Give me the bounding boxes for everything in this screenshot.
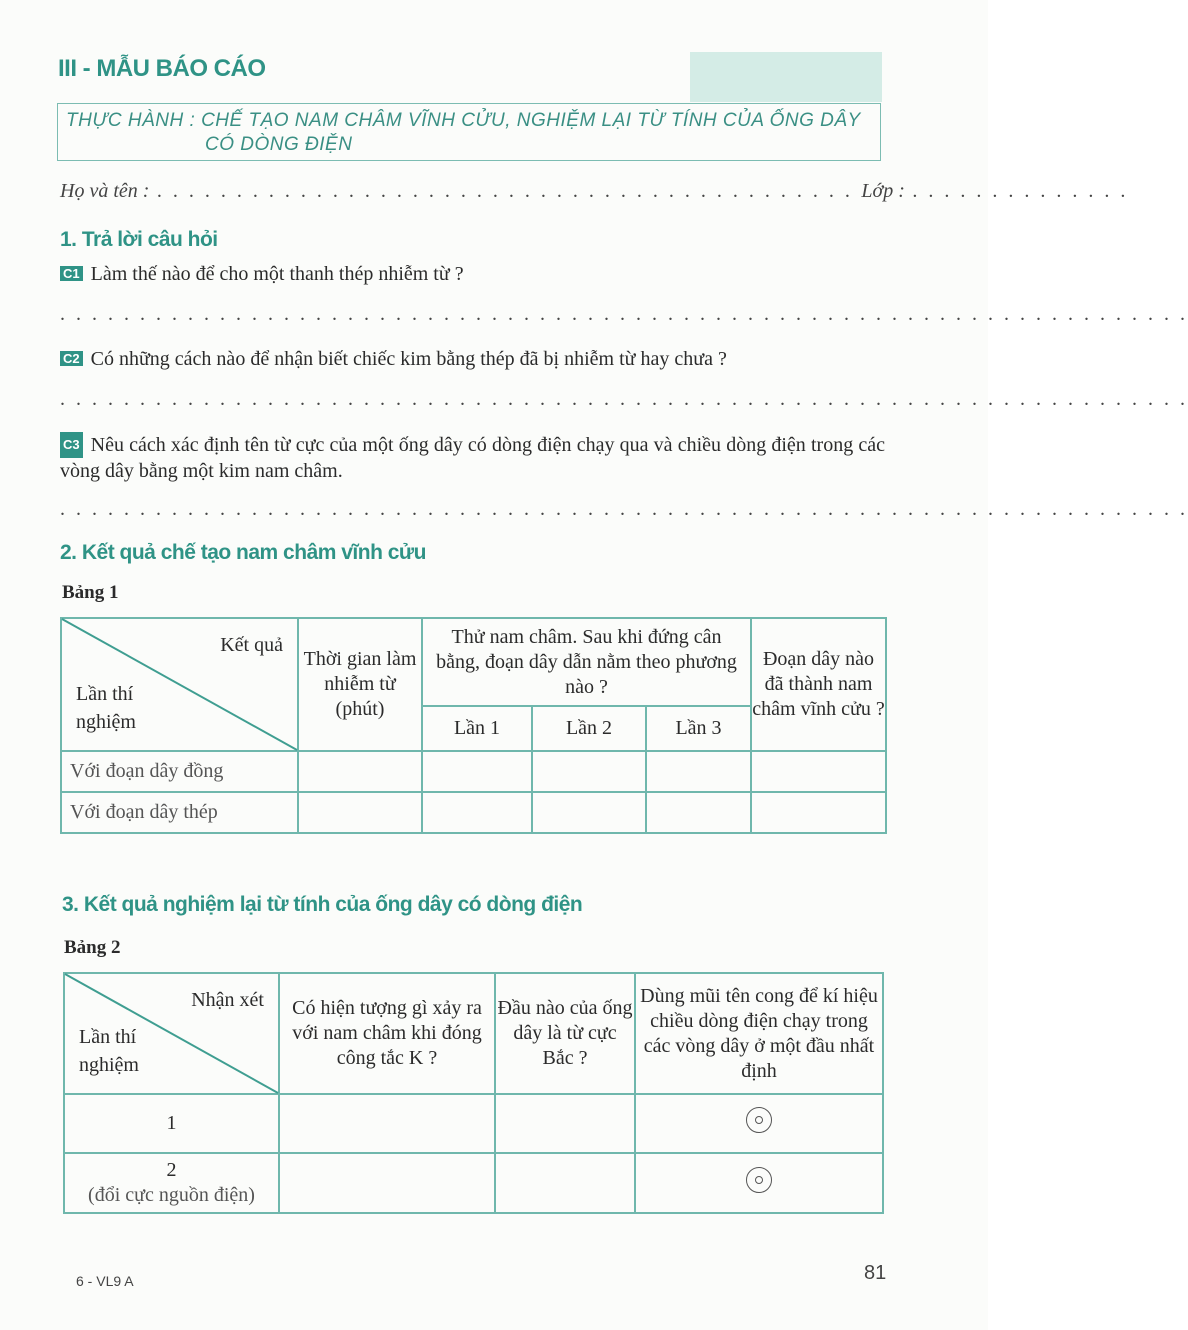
table-1: [60, 617, 887, 834]
sub-header: Lần 2: [532, 706, 646, 751]
cell: [751, 751, 886, 792]
table-row: [64, 1094, 883, 1153]
cell: [751, 792, 886, 833]
row-label: Với đoạn dây đồng: [61, 751, 298, 792]
table1-caption: Bảng 1: [62, 582, 119, 603]
cell: [279, 1153, 495, 1213]
table-row: [61, 751, 886, 792]
part3-title: 3. Kết quả nghiệm lại từ tính của ống dây có dòng điện: [62, 893, 583, 916]
row-label: 1: [64, 1094, 279, 1153]
cell: [646, 751, 751, 792]
badge: C2: [60, 351, 83, 366]
section-title: III - MẪU BÁO CÁO: [58, 55, 266, 82]
col-header: Đầu nào của ống dây là từ cực Bắc ?: [495, 973, 635, 1094]
cell: [495, 1153, 635, 1213]
sub-header: Lần 3: [646, 706, 751, 751]
name-label: Họ và tên :: [60, 180, 150, 202]
col-test-header: Thử nam châm. Sau khi đứng cân bằng, đoạn dây dẫn nằm theo phương nào ?: [422, 618, 751, 706]
answer-line: . . . . . . . . . . . . . . . . . . . . . . . . . . . . . . . . . . . . . . . . . . . . . . . . . . . . . . . . . . . . . . . . . . . . . . .: [60, 388, 1188, 410]
col-result-header: Đoạn dây nào đã thành nam châm vĩnh cửu ?: [751, 618, 886, 751]
page-number: 81: [864, 1262, 887, 1284]
row-note: (đổi cực nguồn điện): [88, 1184, 255, 1206]
badge: C1: [60, 266, 83, 281]
col-time-header: Thời gian làm nhiễm từ (phút): [298, 618, 422, 751]
table2-caption: Bảng 2: [64, 937, 121, 958]
cell: [532, 792, 646, 833]
cell: [495, 1094, 635, 1153]
corner-header: [61, 618, 298, 751]
cell: [298, 792, 422, 833]
corner-bottom-label: Lần thí nghiệm: [76, 683, 136, 733]
badge: C3: [60, 432, 83, 458]
cell: [635, 1153, 883, 1213]
part2-title: 2. Kết quả chế tạo nam châm vĩnh cửu: [60, 541, 426, 564]
cell: [279, 1094, 495, 1153]
subtitle-line-1: THỰC HÀNH : CHẾ TẠO NAM CHÂM VĨNH CỬU, NGHIỆM LẠI TỪ TÍNH CỦA ỐNG DÂY: [66, 110, 861, 131]
question-text: Có những cách nào để nhận biết chiếc kim bằng thép đã bị nhiễm từ hay chưa ?: [90, 348, 727, 370]
subtitle-box: [57, 103, 881, 161]
coil-end-circle-icon: [746, 1167, 772, 1193]
col-header: Dùng mũi tên cong để kí hiệu chiều dòng điện chạy trong các vòng dây ở một đầu nhất định: [635, 973, 883, 1094]
sub-header: Lần 1: [422, 706, 532, 751]
cell: [532, 751, 646, 792]
cell: [646, 792, 751, 833]
col-header: Có hiện tượng gì xảy ra với nam châm khi đóng công tắc K ?: [279, 973, 495, 1094]
answer-line: . . . . . . . . . . . . . . . . . . . . . . . . . . . . . . . . . . . . . . . . . . . . . . . . . . . . . . . . . . . . . . . . . . . . . . .: [60, 498, 1188, 520]
row-number: 2: [166, 1159, 177, 1181]
cell: [422, 751, 532, 792]
coil-end-circle-icon: [746, 1107, 772, 1133]
corner-header: [64, 973, 279, 1094]
row-label: Với đoạn dây thép: [61, 792, 298, 833]
question-c1: [60, 263, 464, 286]
footer-code: 6 - VL9 A: [76, 1273, 134, 1289]
subtitle-line-2: CÓ DÒNG ĐIỆN: [205, 134, 353, 155]
name-class-line: Họ và tên : . . . . . . . . . . . . . . . . . . . . . . . . . . . . . . . . . . . . . . . . . . . . Lớp : . . . . . . . . . . . . . .: [60, 180, 1129, 202]
corner-top-label: Kết quả: [220, 634, 283, 656]
corner-top-label: Nhận xét: [191, 989, 264, 1011]
class-label: Lớp :: [861, 180, 905, 202]
cell: [422, 792, 532, 833]
part1-title: 1. Trả lời câu hỏi: [60, 228, 218, 251]
question-text: Làm thế nào để cho một thanh thép nhiễm từ ?: [90, 263, 464, 285]
table-2: [63, 972, 884, 1214]
question-text: Nêu cách xác định tên từ cực của một ống dây có dòng điện chạy qua và chiều dòng điện trong các vòng dây bằng một kim nam châm.: [60, 434, 885, 482]
cell: [635, 1094, 883, 1153]
table-row: [61, 792, 886, 833]
row-label: [64, 1153, 279, 1213]
corner-bottom-label: Lần thí nghiệm: [79, 1026, 139, 1076]
cell: [298, 751, 422, 792]
question-c2: [60, 348, 727, 371]
table-row: [64, 1153, 883, 1213]
faded-background-banner: [690, 52, 882, 102]
question-c3: [60, 432, 885, 484]
answer-line: . . . . . . . . . . . . . . . . . . . . . . . . . . . . . . . . . . . . . . . . . . . . . . . . . . . . . . . . . . . . . . . . . . . . . . .: [60, 303, 1188, 325]
